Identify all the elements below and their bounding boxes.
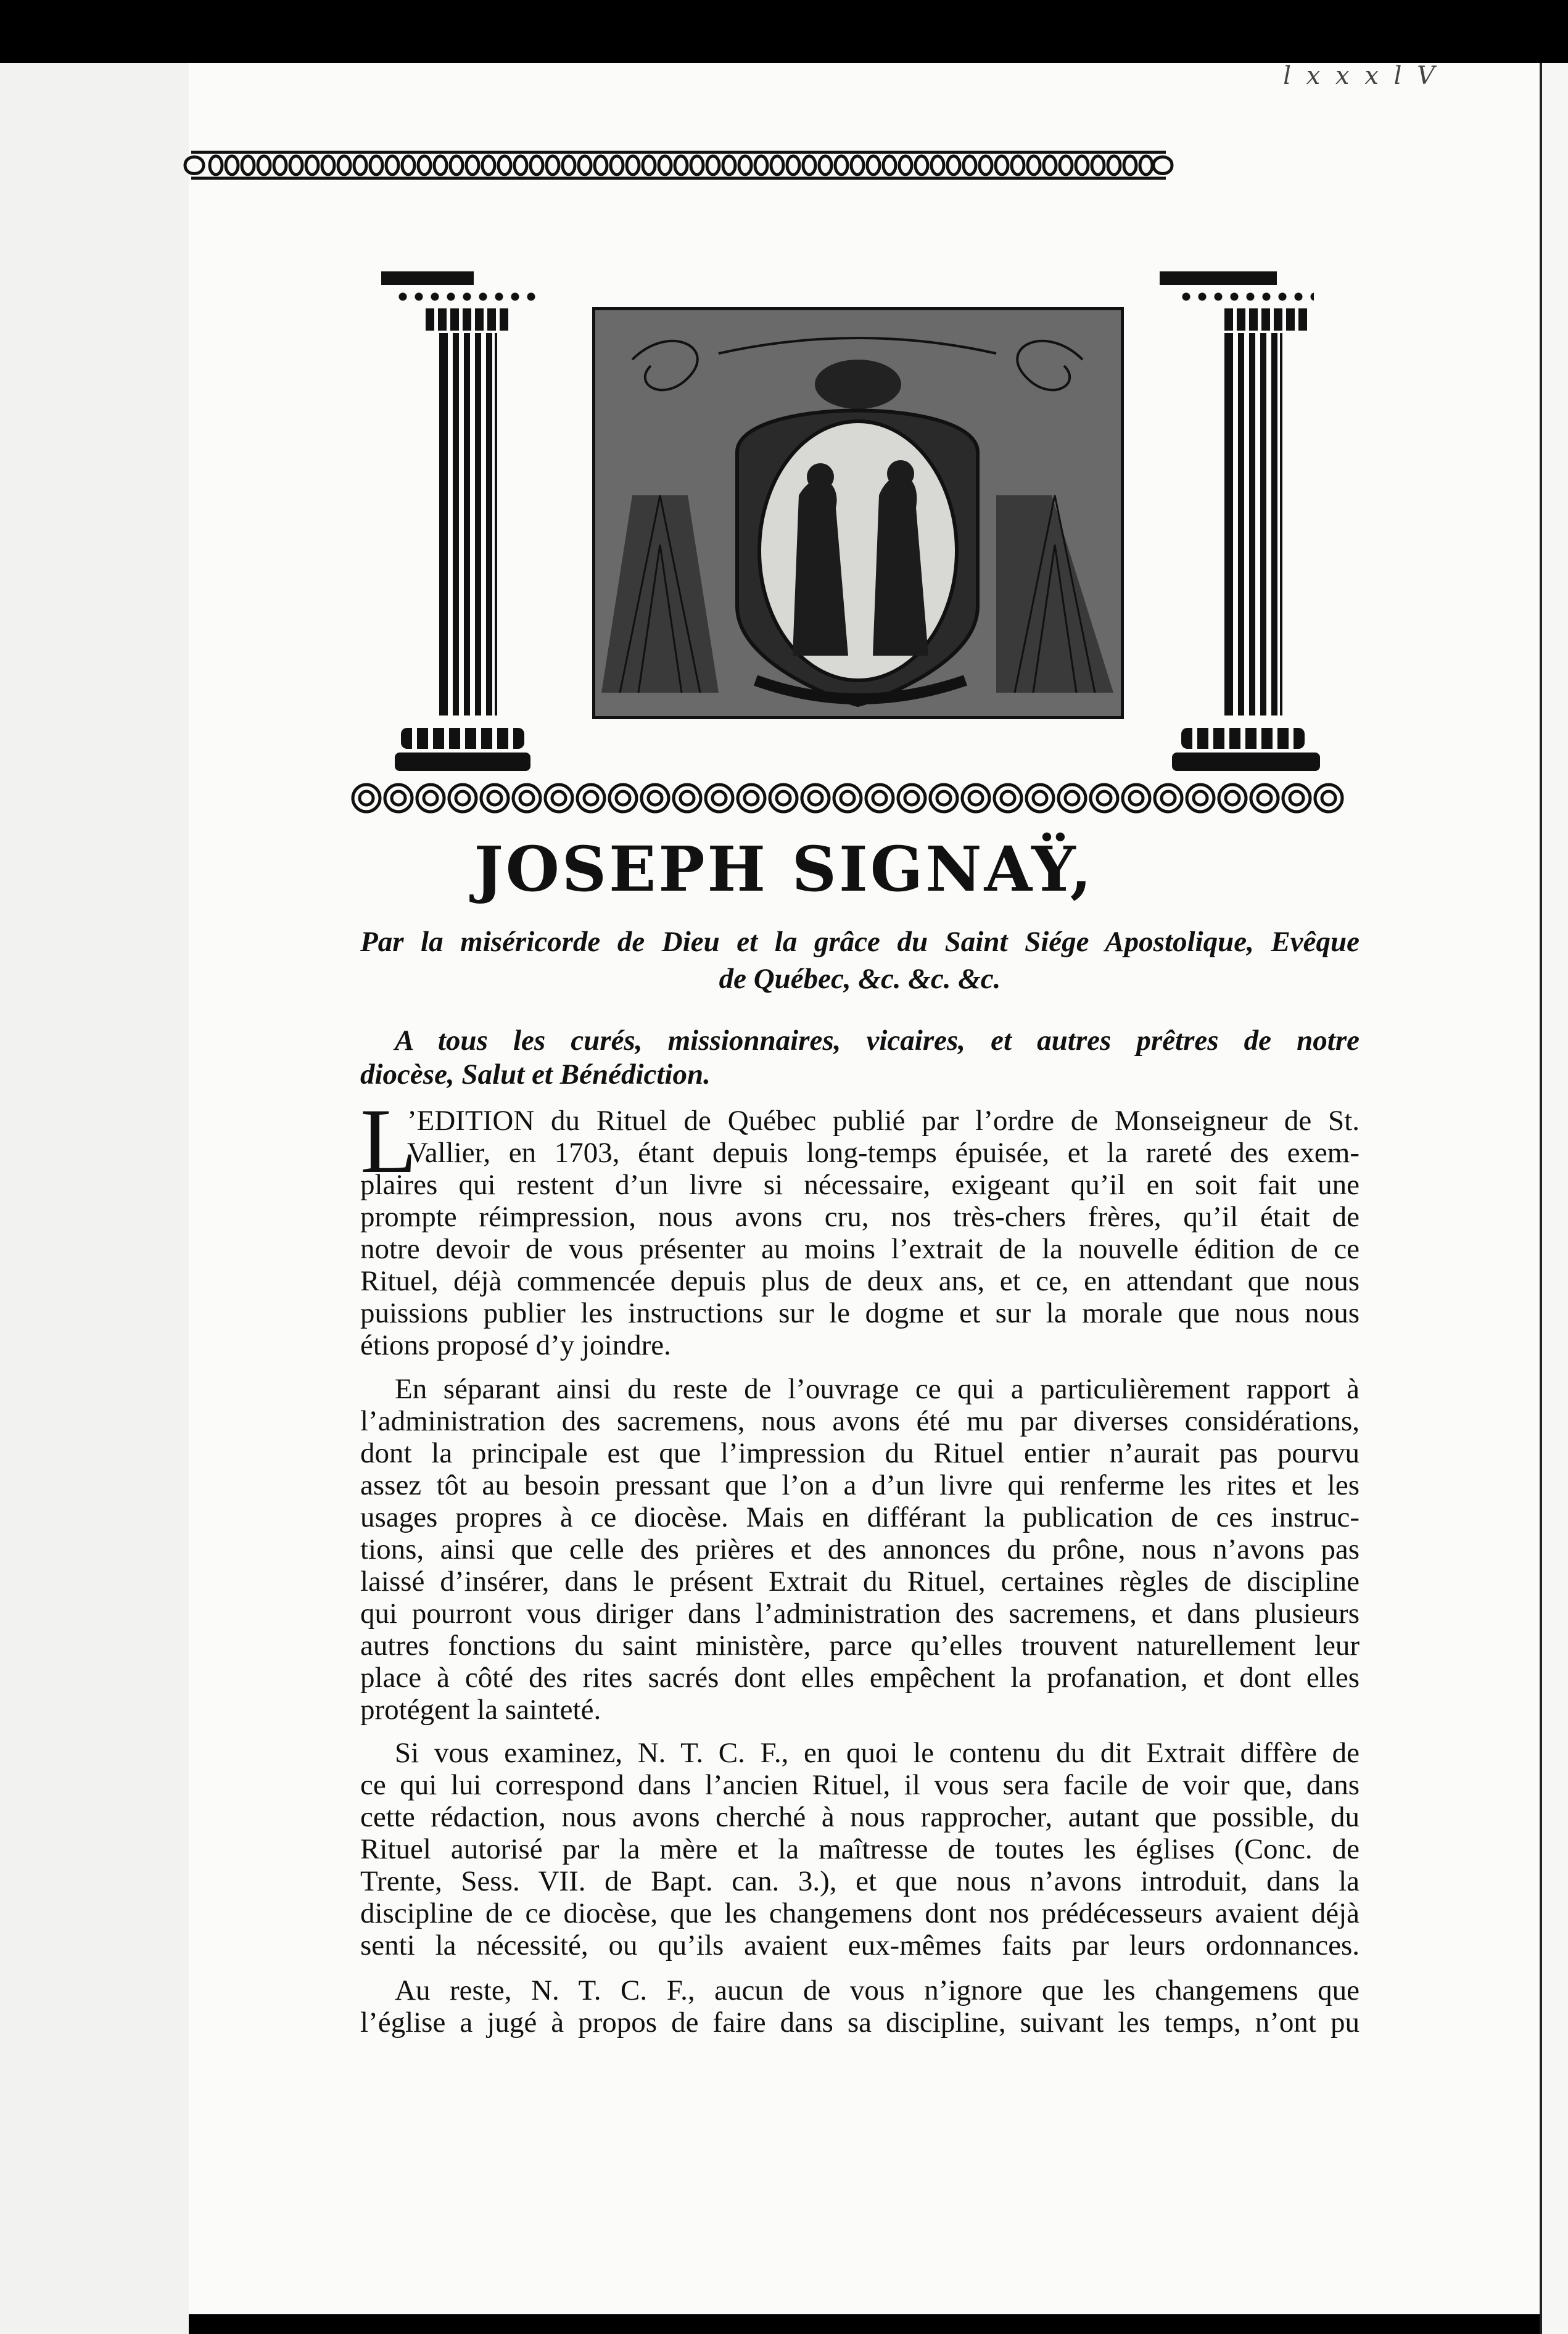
paragraph-line: ce qui lui correspond dans l’ancien Rituel, il vous sera facile de voir que, dans (360, 1769, 1360, 1801)
paragraph-line: senti la nécessité, ou qu’ils avaient eux-mêmes faits par leurs ordonnances. (360, 1929, 1360, 1961)
page-title: JOSEPH SIGNAŸ, (474, 833, 1094, 905)
handwritten-folio-note: l x x x l V (1283, 62, 1438, 90)
paragraph-line: Au reste, N. T. C. F., aucun de vous n’ignore que les changemens que (395, 1974, 1360, 2006)
paragraph-line: prompte réimpression, nous avons cru, nos très-chers frères, qu’il était de (360, 1201, 1360, 1233)
paragraph-line: ’EDITION du Rituel de Québec publié par l’ordre de Monseigneur de St. (407, 1105, 1360, 1137)
scroll-ornament-band (179, 151, 1178, 180)
address-line: diocèse, Salut et Bénédiction. (360, 1058, 711, 1091)
paragraph-line: place à côté des rites sacrés dont elles empêchent la profanation, et dont elles (360, 1662, 1360, 1694)
ring-ornament-band (349, 781, 1361, 815)
address-line: A tous les curés, missionnaires, vicaires, et autres prêtres de notre (395, 1025, 1360, 1057)
paragraph-line: qui pourront vous diriger dans l’administration des sacremens, et dans plusieurs (360, 1598, 1360, 1630)
paragraph-line: protégent la sainteté. (360, 1694, 601, 1726)
paragraph-line: étions proposé d’y joindre. (360, 1329, 671, 1361)
paragraph-line: plaires qui restent d’un livre si nécessaire, exigeant qu’il en soit fait une (360, 1169, 1360, 1201)
paragraph-line: usages propres à ce diocèse. Mais en différant la publication de ces instruc- (360, 1501, 1360, 1533)
paragraph-line: En séparant ainsi du reste de l’ouvrage ce qui a particulièrement rapport à (395, 1373, 1360, 1405)
paragraph-line: autres fonctions du saint ministère, parce qu’elles trouvent naturellement leur (360, 1630, 1360, 1662)
paragraph-line: discipline de ce diocèse, que les changemens dont nos prédécesseurs avaient déjà (360, 1897, 1360, 1929)
paragraph-line: dont la principale est que l’impression du Rituel entier n’aurait pas pourvu (360, 1437, 1360, 1469)
facing-page-margin (0, 63, 189, 2334)
subtitle-line: Par la miséricorde de Dieu et la grâce du Saint Siége Apostolique, Evêque (360, 926, 1360, 958)
paragraph-line: assez tôt au besoin pressant que l’on a d’un livre qui renferme les rites et les (360, 1469, 1360, 1501)
paragraph-line: Rituel autorisé par la mère et la maîtresse de toutes les églises (Conc. de (360, 1833, 1360, 1865)
coat-of-arms-illustration (595, 310, 1121, 716)
paragraph-line: laissé d’insérer, dans le présent Extrait du Rituel, certaines règles de discipline (360, 1565, 1360, 1598)
paragraph-line: l’église a jugé à propos de faire dans sa discipline, suivant les temps, n’ont pu (360, 2006, 1360, 2039)
paragraph-line: Vallier, en 1703, étant depuis long-temps épuisée, et la rareté des exem- (407, 1137, 1360, 1169)
subtitle-line: de Québec, &c. &c. &c. (719, 963, 1001, 995)
paragraph-line: Trente, Sess. VII. de Bapt. can. 3.), et que nous n’avons introduit, dans la (360, 1865, 1360, 1897)
paragraph-line: cette rédaction, nous avons cherché à nous rapprocher, autant que possible, du (360, 1801, 1360, 1833)
page-edge (1540, 63, 1568, 2334)
drop-cap: L (360, 1090, 417, 1192)
paragraph-line: tions, ainsi que celle des prières et des annonces du prône, nous n’avons pas (360, 1533, 1360, 1565)
paragraph-line: l’administration des sacremens, nous avons été mu par diverses considérations, (360, 1405, 1360, 1437)
paragraph-line: Rituel, déjà commencée depuis plus de deux ans, et ce, en attendant que nous (360, 1265, 1360, 1297)
paragraph-line: puissions publier les instructions sur le dogme et sur la morale que nous nous (360, 1297, 1360, 1329)
paragraph-line: Si vous examinez, N. T. C. F., en quoi le contenu du dit Extrait diffère de (395, 1737, 1360, 1769)
coat-of-arms-engraving (592, 307, 1124, 719)
paragraph-line: notre devoir de vous présenter au moins l’extrait de la nouvelle édition de ce (360, 1233, 1360, 1265)
